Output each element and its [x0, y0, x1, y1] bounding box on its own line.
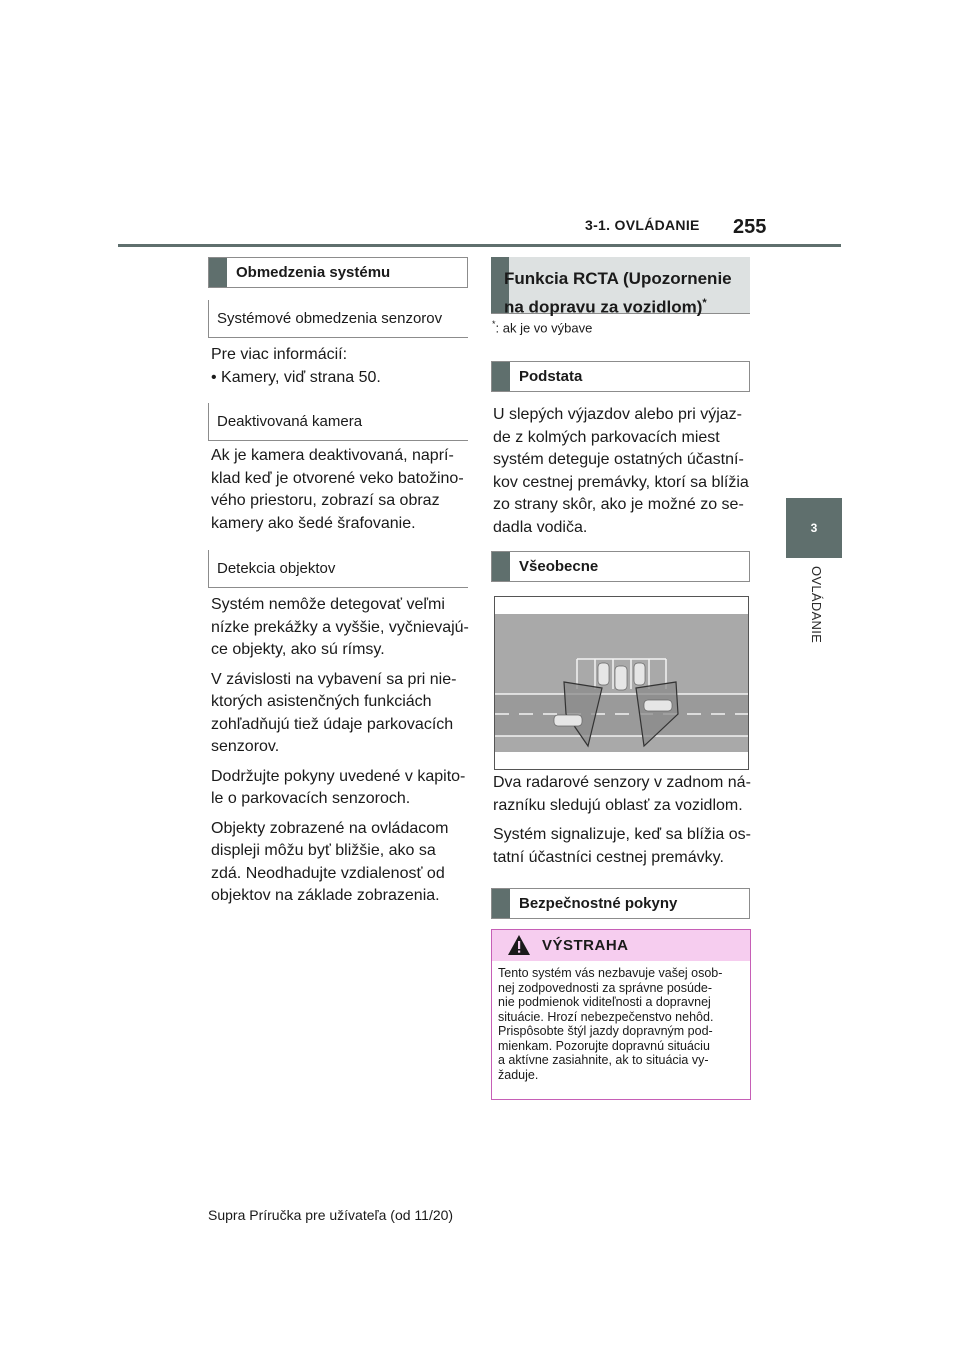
paragraph-principle: [493, 404, 755, 539]
page-number: 255: [733, 216, 767, 238]
text-line: Systém signalizuje, keď sa blížia os-: [493, 826, 751, 843]
text-line: zo strany skôr, ako je možné zo se-: [493, 496, 744, 513]
text-line: zohľadňujú tiež údaje parkovacích: [211, 715, 454, 733]
heading-rcta-line2: na dopravu za vozidlom): [504, 297, 703, 317]
rcta-diagram: [494, 596, 749, 770]
heading-general-text: Všeobecne: [519, 558, 599, 575]
subheading-sensor-limits-text: Systémové obmedzenia senzorov: [217, 310, 443, 327]
heading-safety: [491, 888, 750, 919]
footnote: [492, 319, 592, 335]
text-line: displeji môžu byť bližšie, ako sa: [211, 842, 436, 859]
text-line: nízke prekážky a vyššie, vyčnievajú-: [211, 618, 469, 636]
section-title: 3-1. OVLÁDANIE: [585, 217, 700, 233]
text-line: mienkam. Pozorujte dopravnú situáciu: [498, 1038, 710, 1053]
header-rule: [118, 244, 841, 247]
paragraph-object-detection: [211, 594, 473, 908]
text-line: situácie. Hrozí nebezpečenstvo nehôd.: [498, 1009, 714, 1024]
text-line: Objekty zobrazené na ovládacom: [211, 819, 449, 837]
paragraph-camera-deactivated: [211, 445, 471, 535]
chapter-label-text: OVLÁDANIE: [809, 566, 824, 644]
subheading-object-detection: [208, 550, 468, 588]
text-line: a aktívne zasiahnite, ak to situácia vy-: [498, 1053, 709, 1067]
text-line: zdá. Neodhadujte vzdialenosť od: [211, 864, 445, 882]
text-line: nej zodpovednosti za správne posúde-: [498, 980, 713, 995]
text-line: de z kolmých parkovacích miest: [493, 428, 720, 446]
text-line: Tento systém vás nezbavuje vašej osob-: [498, 966, 723, 980]
footer-text: Supra Príručka pre užívateľa (od 11/20): [208, 1207, 454, 1223]
text-line: kov cestnej premávky, ktorí sa blížia: [493, 473, 749, 491]
text-line: le o parkovacích senzoroch.: [211, 790, 411, 807]
footnote-text: : ak je vo výbave: [495, 320, 593, 336]
heading-general: [491, 551, 750, 582]
text-line: Systém nemôže detegovať veľmi: [211, 596, 445, 613]
text-line: systém deteguje ostatných účastní-: [493, 451, 744, 468]
subheading-camera-deactivated: [208, 403, 468, 441]
chapter-label: [786, 566, 842, 666]
text-line: Pre viac informácií:: [211, 346, 348, 363]
text-line: objektov na základe zobrazenia.: [211, 887, 440, 904]
text-line: U slepých výjazdov alebo pri výjaz-: [493, 406, 742, 423]
paragraph-more-info: [211, 344, 471, 389]
heading-safety-text: Bezpečnostné pokyny: [519, 895, 678, 912]
text-line: tatní účastníci cestnej premávky.: [493, 848, 724, 866]
heading-limits: [208, 257, 468, 288]
text-line: žaduje.: [498, 1067, 539, 1082]
text-line: Dva radarové senzory v zadnom ná-: [493, 774, 751, 791]
text-line: senzorov.: [211, 738, 280, 755]
heading-rcta: [491, 257, 750, 317]
chapter-tab: [786, 498, 842, 558]
footnote-marker: *: [702, 297, 707, 309]
warning-box: [491, 929, 751, 1100]
text-line: ktorých asistenčných funkciách: [211, 693, 432, 710]
subheading-object-detection-text: Detekcia objektov: [217, 560, 336, 577]
subheading-sensor-limits: [208, 300, 468, 338]
heading-principle: [491, 361, 750, 392]
text-line: nie podmienok viditeľnosti a dopravnej: [498, 995, 711, 1009]
rcta-illustration: [494, 596, 749, 770]
chapter-number: 3: [810, 521, 818, 535]
heading-rcta-line1: Funkcia RCTA (Upozornenie: [504, 269, 732, 288]
text-line: Dodržujte pokyny uvedené v kapito-: [211, 767, 466, 785]
paragraph-general: [493, 772, 755, 869]
text-line: Prispôsobte štýl jazdy dopravným pod-: [498, 1024, 713, 1038]
subheading-camera-deactivated-text: Deaktivovaná kamera: [217, 413, 363, 430]
warning-icon: [506, 933, 532, 957]
text-line: V závislosti na vybavení sa pri nie-: [211, 670, 457, 688]
warning-text: [498, 966, 743, 1082]
heading-principle-text: Podstata: [519, 368, 583, 385]
warning-title: VÝSTRAHA: [542, 937, 629, 954]
text-line: razníku sledujú oblasť za vozidlom.: [493, 796, 743, 814]
text-line: vého priestoru, zobrazí sa obraz: [211, 492, 440, 509]
text-line: ce objekty, ako sú rímsy.: [211, 641, 385, 658]
heading-limits-text: Obmedzenia systému: [236, 264, 391, 281]
text-line: klad keď je otvorené veko batožino-: [211, 469, 464, 487]
text-line: Ak je kamera deaktivovaná, naprí-: [211, 447, 454, 464]
footnote-star: *: [492, 319, 496, 329]
bullet-cameras: • Kamery, viď strana 50.: [211, 368, 381, 386]
text-line: dadla vodiča.: [493, 518, 588, 536]
text-line: kamery ako šedé šrafovanie.: [211, 514, 416, 532]
